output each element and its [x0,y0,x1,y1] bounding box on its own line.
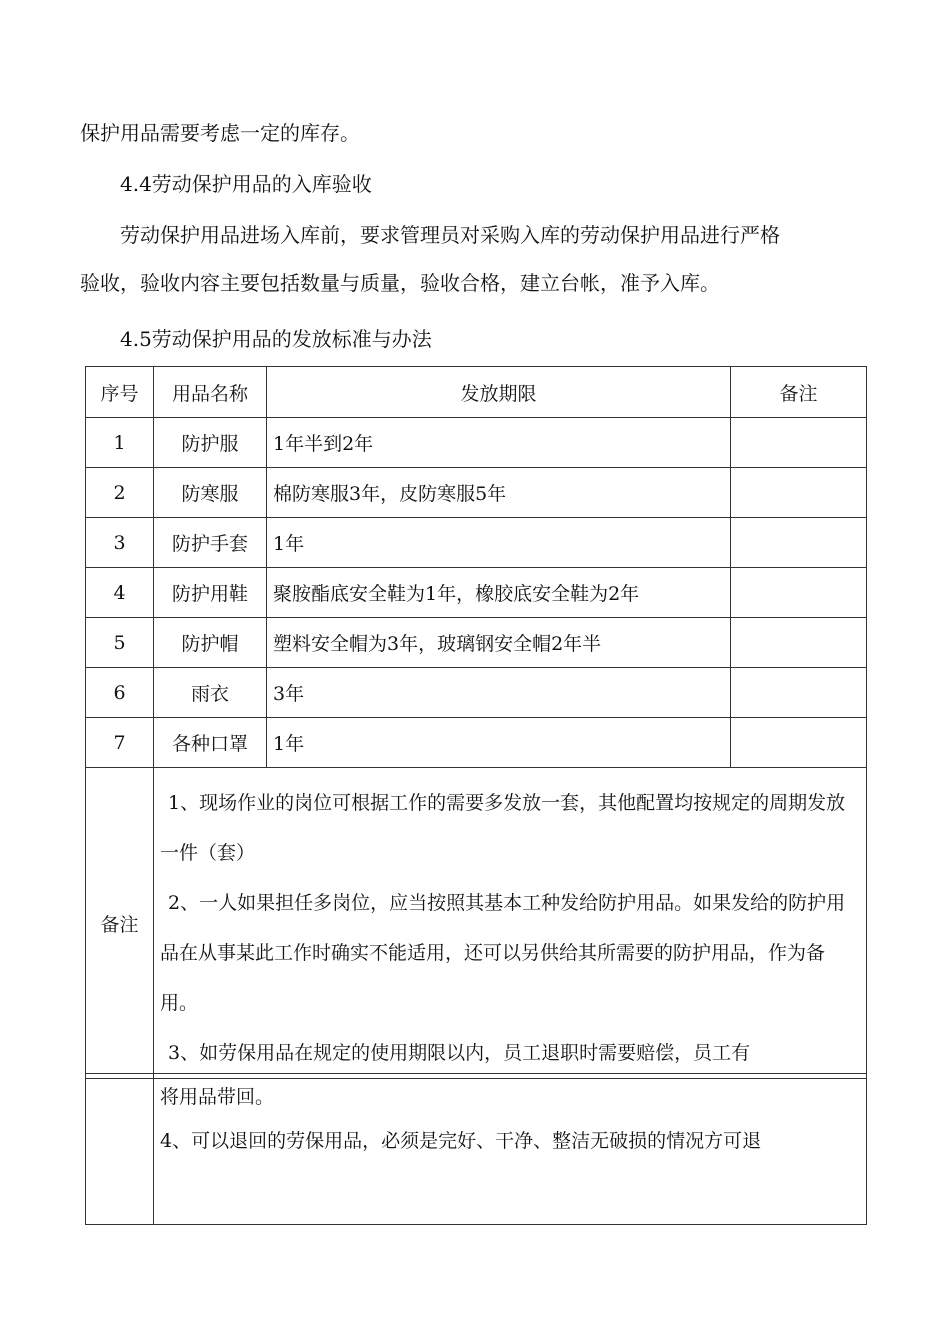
row-no: 2 [86,468,154,518]
row-item-name: 防护用鞋 [154,568,267,618]
row-remark [731,418,867,468]
note-2: 2、一人如果担任多岗位，应当按照其基本工种发给防护用品。如果发给的防护用品在从事某此工作时确实不能适用，还可以另供给其所需要的防护用品，作为备用。 [160,892,846,1014]
row-no: 3 [86,518,154,568]
section-heading-4-4: 4.4劳动保护用品的入库验收 [120,172,372,196]
row-remark [731,618,867,668]
row-item-name: 雨衣 [154,668,267,718]
note-4: 4、可以退回的劳保用品，必须是完好、干净、整洁无破损的情况方可退 [160,1130,762,1152]
notes-continued-table [85,1073,867,1225]
table-row [86,518,867,568]
row-item-name: 防护手套 [154,518,267,568]
note-3-continued: 将用品带回。 [160,1086,275,1108]
row-remark [731,668,867,718]
row-item-name: 各种口罩 [154,718,267,768]
notes-content [154,768,867,1079]
row-period: 聚胺酯底安全鞋为1年，橡胶底安全鞋为2年 [267,568,731,618]
table-row [86,568,867,618]
paragraph-acceptance-line-2: 验收，验收内容主要包括数量与质量，验收合格，建立台帐，准予入库。 [80,271,720,295]
row-remark [731,468,867,518]
row-no: 4 [86,568,154,618]
row-period: 棉防寒服3年，皮防寒服5年 [267,468,731,518]
table-row [86,418,867,468]
note-1: 1、现场作业的岗位可根据工作的需要多发放一套，其他配置均按规定的周期发放一件（套） [160,792,846,864]
header-remark: 备注 [731,367,867,418]
note-3: 3、如劳保用品在规定的使用期限以内，员工退职时需要赔偿，员工有 [168,1042,751,1064]
notes-label: 备注 [86,768,154,1079]
row-remark [731,568,867,618]
row-no: 7 [86,718,154,768]
table-row [86,668,867,718]
notes-continued-row [86,1074,867,1225]
paragraph-stock: 保护用品需要考虑一定的库存。 [80,121,360,145]
header-item-name: 用品名称 [154,367,267,418]
row-remark [731,518,867,568]
row-no: 5 [86,618,154,668]
header-period: 发放期限 [267,367,731,418]
row-period: 塑料安全帽为3年，玻璃钢安全帽2年半 [267,618,731,668]
header-no: 序号 [86,367,154,418]
row-item-name: 防护帽 [154,618,267,668]
row-no: 1 [86,418,154,468]
row-no: 6 [86,668,154,718]
notes-continued-label [86,1074,154,1225]
table-row [86,718,867,768]
section-heading-4-5: 4.5劳动保护用品的发放标准与办法 [120,327,432,351]
row-item-name: 防护服 [154,418,267,468]
table-header-row [86,367,867,418]
notes-continued-content [154,1074,867,1225]
table-row [86,618,867,668]
row-period: 1年半到2年 [267,418,731,468]
table-row [86,468,867,518]
paragraph-acceptance-line-1: 劳动保护用品进场入库前，要求管理员对采购入库的劳动保护用品进行严格 [120,223,780,247]
row-item-name: 防寒服 [154,468,267,518]
issuance-table [85,366,867,1079]
row-period: 1年 [267,718,731,768]
row-remark [731,718,867,768]
row-period: 3年 [267,668,731,718]
row-period: 1年 [267,518,731,568]
notes-row [86,768,867,1079]
